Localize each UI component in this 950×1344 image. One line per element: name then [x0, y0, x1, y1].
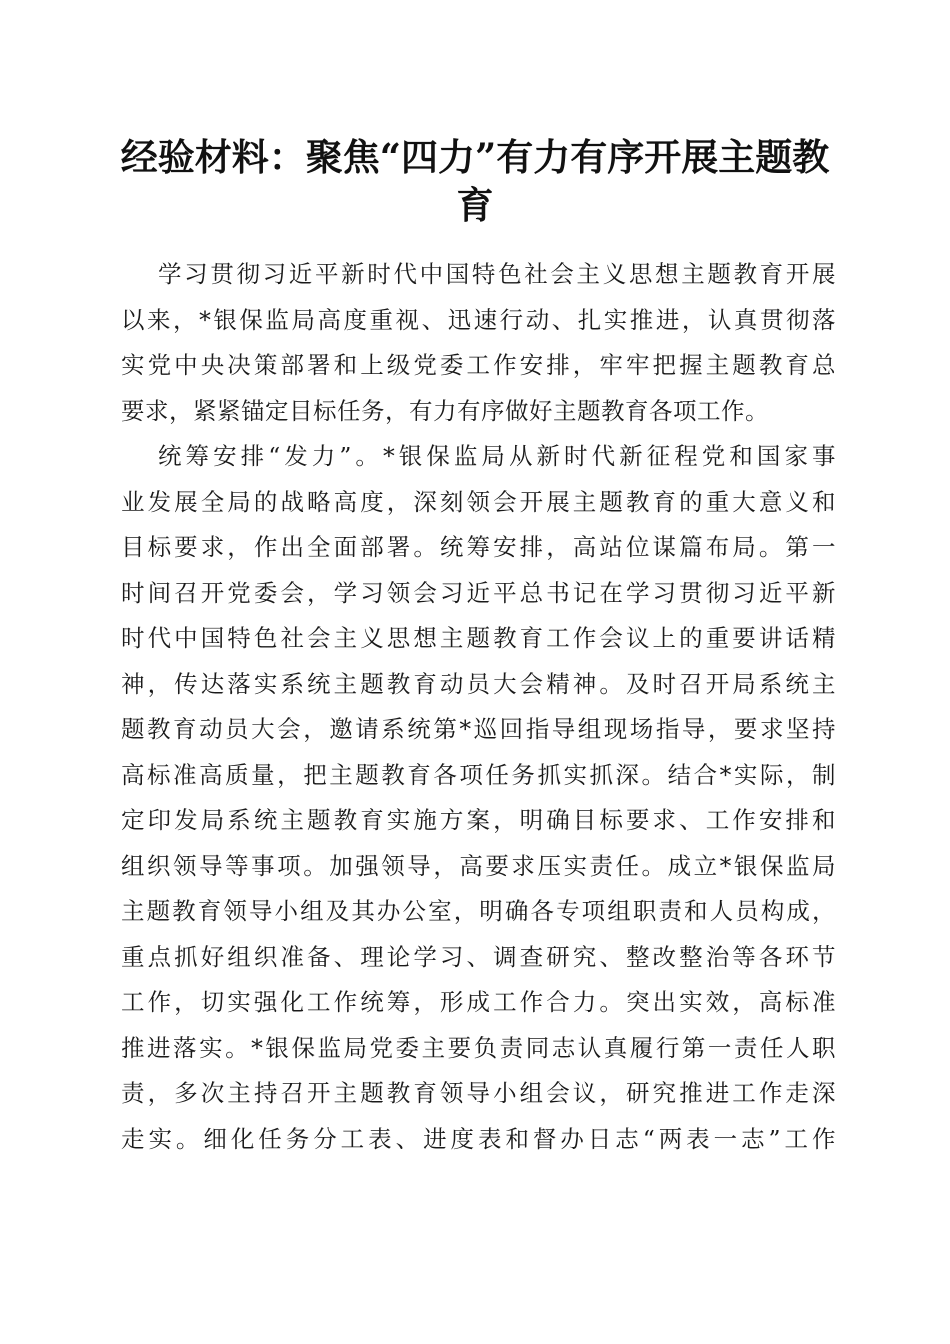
- paragraph-line: 推进落实。*银保监局党委主要负责同志认真履行第一责任人职: [121, 1033, 836, 1062]
- paragraph-coordination: [121, 434, 836, 1162]
- paragraph-line: 责，多次主持召开主题教育领导小组会议，研究推进工作走深: [121, 1079, 836, 1107]
- paragraph-line: 组织领导等事项。加强领导，高要求压实责任。成立*银保监局: [121, 851, 836, 880]
- paragraph-line: 神，传达落实系统主题教育动员大会精神。及时召开局系统主: [121, 669, 836, 698]
- paragraph-line: 时代中国特色社会主义思想主题教育工作会议上的重要讲话精: [121, 624, 836, 652]
- paragraph-line: 走实。细化任务分工表、进度表和督办日志“两表一志”工作: [121, 1124, 836, 1153]
- paragraph-line: 业发展全局的战略高度，深刻领会开展主题教育的重大意义和: [121, 487, 836, 516]
- paragraph-line: 学习贯彻习近平新时代中国特色社会主义思想主题教育开展: [158, 260, 836, 288]
- title-line: 育: [456, 183, 494, 227]
- document-body: [121, 252, 836, 1162]
- title-line: 经验材料：聚焦“四力”有力有序开展主题教: [120, 135, 830, 179]
- document-title: [110, 133, 840, 229]
- paragraph-line: 实党中央决策部署和上级党委工作安排，牢牢把握主题教育总: [121, 351, 836, 379]
- paragraph-line: 高标准高质量，把主题教育各项任务抓实抓深。结合*实际，制: [121, 760, 836, 789]
- paragraph-line: 统筹安排“发力”。*银保监局从新时代新征程党和国家事: [158, 442, 836, 470]
- paragraph-line: 重点抓好组织准备、理论学习、调查研究、整改整治等各环节: [121, 942, 836, 971]
- paragraph-line: 主题教育领导小组及其办公室，明确各专项组职责和人员构成，: [121, 897, 836, 925]
- paragraph-line: 以来，*银保监局高度重视、迅速行动、扎实推进，认真贯彻落: [121, 305, 836, 334]
- paragraph-line: 时间召开党委会，学习领会习近平总书记在学习贯彻习近平新: [121, 578, 836, 607]
- paragraph-line: 目标要求，作出全面部署。统筹安排，高站位谋篇布局。第一: [121, 533, 836, 561]
- paragraph-intro: [121, 252, 836, 434]
- paragraph-line: 定印发局系统主题教育实施方案，明确目标要求、工作安排和: [121, 806, 836, 834]
- paragraph-line: 要求，紧紧锚定目标任务，有力有序做好主题教育各项工作。: [121, 396, 769, 425]
- paragraph-line: 题教育动员大会，邀请系统第*巡回指导组现场指导，要求坚持: [121, 715, 836, 743]
- paragraph-line: 工作，切实强化工作统筹，形成工作合力。突出实效，高标准: [121, 988, 836, 1016]
